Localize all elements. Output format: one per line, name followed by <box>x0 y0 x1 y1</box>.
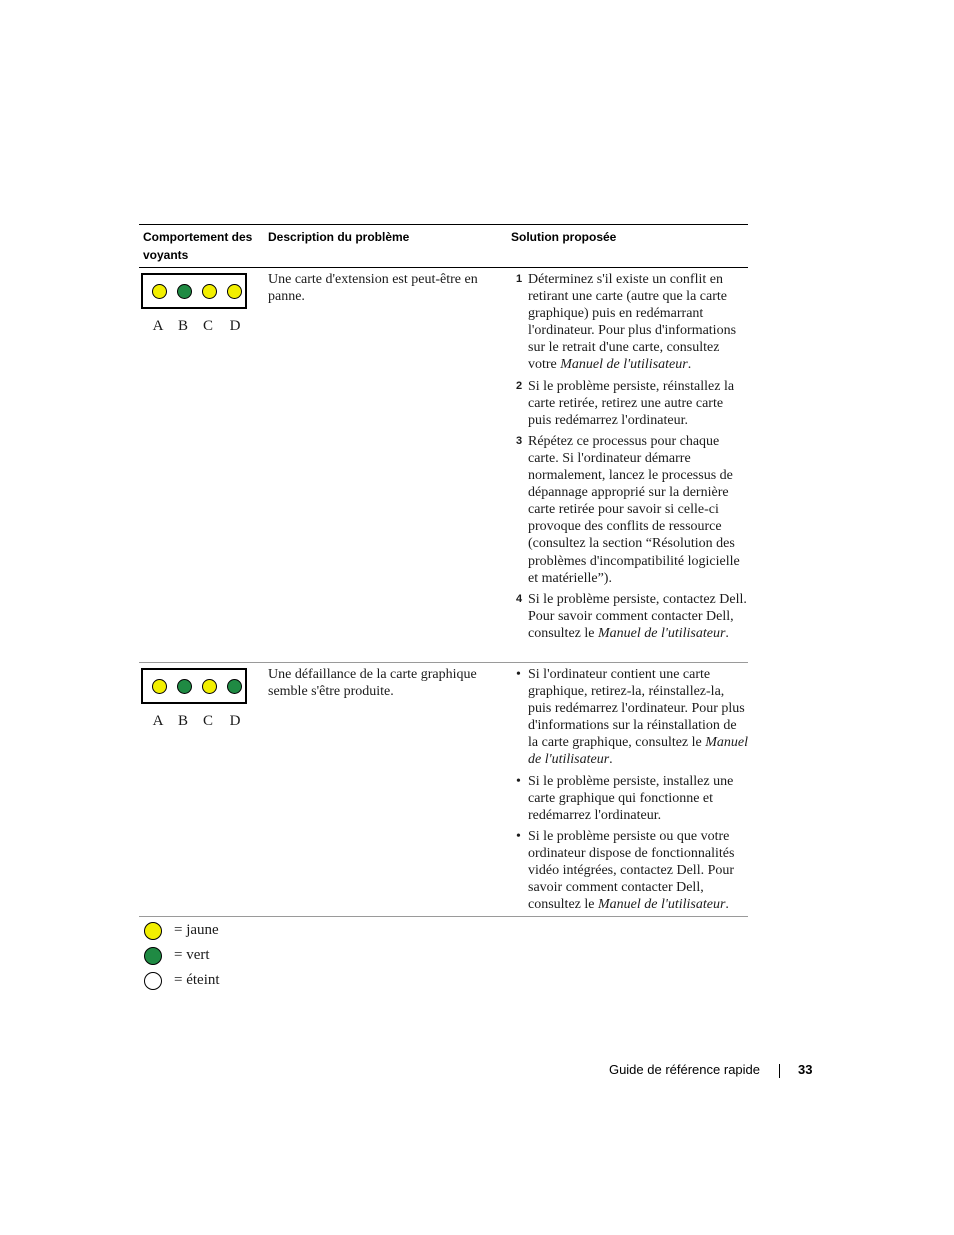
light-c-icon <box>202 284 217 299</box>
bullet-italic-ref: Manuel de l'utilisateur <box>597 897 726 913</box>
bullet-icon: • <box>516 828 521 844</box>
table-row <box>139 663 748 917</box>
light-label-c: C <box>202 318 213 334</box>
light-label-d: D <box>229 713 241 729</box>
bullet-text: Si le problème persiste, installez une carte graphique qui fonctionne et redémarrez l'ordinateur. <box>528 773 734 823</box>
solution-step <box>516 378 748 429</box>
light-b-icon <box>177 679 192 694</box>
header-light-behavior: Comportement des voyants <box>143 230 253 262</box>
step-text-end: . <box>687 357 692 373</box>
light-label-d: D <box>229 318 241 334</box>
page-footer <box>0 1061 954 1081</box>
solution-bullet <box>516 666 748 769</box>
light-label-b: B <box>177 318 188 334</box>
solution-bullet <box>516 773 748 824</box>
step-italic-ref: Manuel de l'utilisateur <box>597 625 726 641</box>
light-legend <box>144 920 284 994</box>
light-panel <box>141 668 247 704</box>
off-light-icon <box>144 972 162 990</box>
step-number: 2 <box>516 379 523 392</box>
light-label-a: A <box>152 713 164 729</box>
solution-step <box>516 271 748 374</box>
step-text: Répétez ce processus pour chaque carte. Si l'ordinateur démarre normalement, lancez le processus de dépannage approprié sur la dernière carte retirée pour savoir si celle-ci provoque des conflits de ressource (consultez la section “Résolution des problèmes d'incompatibilité logicielle et matérielle”). <box>528 433 740 586</box>
footer-separator <box>779 1064 780 1078</box>
legend-text: = jaune <box>174 922 219 938</box>
light-d-icon <box>227 679 242 694</box>
bullet-italic-ref: Manuel de l'utilisateur <box>528 735 749 768</box>
problem-description: Une défaillance de la carte graphique semble s'être produite. <box>268 667 477 700</box>
light-label-a: A <box>152 318 164 334</box>
step-number: 4 <box>516 592 523 605</box>
light-d-icon <box>227 284 242 299</box>
problem-description: Une carte d'extension est peut-être en panne. <box>268 272 478 305</box>
legend-text: = vert <box>174 947 210 963</box>
step-italic-ref: Manuel de l'utilisateur <box>560 357 688 373</box>
light-label-c: C <box>202 713 213 729</box>
table-header <box>139 224 748 268</box>
light-panel <box>141 273 247 309</box>
solution-step <box>516 591 748 642</box>
page-number: 33 <box>798 1062 813 1077</box>
diagnostic-lights-table <box>139 224 748 917</box>
light-label-b: B <box>177 713 188 729</box>
step-text: Si le problème persiste, contactez Dell. Pour savoir comment contacter Dell, consultez le <box>528 591 747 641</box>
bullet-icon: • <box>516 773 521 789</box>
green-light-icon <box>144 947 162 965</box>
bullet-text: Si l'ordinateur contient une carte graphique, retirez-la, réinstallez-la, puis redémarrez l'ordinateur. Pour plus d'informations sur la réinstallation de la carte graphique, consultez le <box>528 667 745 751</box>
header-suggested-solution: Solution proposée <box>511 230 617 244</box>
bullet-text-end: . <box>725 897 729 913</box>
bullet-text: Si le problème persiste ou que votre ordinateur dispose de fonctionnalités vidéo intégrées, contactez Dell. Pour savoir comment contacter Dell, consultez le <box>528 828 735 913</box>
step-text: Déterminez s'il existe un conflit en retirant une carte (autre que la carte graphique) puis en redémarrant l'ordinateur. Pour plus d'informations sur le retrait d'une carte, consultez votre <box>528 272 737 373</box>
light-b-icon <box>177 284 192 299</box>
solution-step <box>516 433 748 587</box>
footer-title: Guide de référence rapide <box>608 1062 760 1077</box>
legend-text: = éteint <box>174 972 220 988</box>
solution-bullet <box>516 828 748 913</box>
bullet-icon: • <box>516 667 521 682</box>
solution-bullets <box>516 666 748 917</box>
light-c-icon <box>202 679 217 694</box>
step-number: 1 <box>516 273 523 285</box>
solution-steps <box>516 271 748 646</box>
step-text: Si le problème persiste, réinstallez la carte retirée, retirez une autre carte puis redémarrez l'ordinateur. <box>528 378 735 428</box>
header-problem-description: Description du problème <box>268 230 410 244</box>
table-row <box>139 268 748 663</box>
step-text-end: . <box>725 625 729 641</box>
yellow-light-icon <box>144 922 162 940</box>
light-a-icon <box>152 679 167 694</box>
bullet-text-end: . <box>609 752 613 768</box>
step-number: 3 <box>516 434 523 447</box>
light-a-icon <box>152 284 167 299</box>
